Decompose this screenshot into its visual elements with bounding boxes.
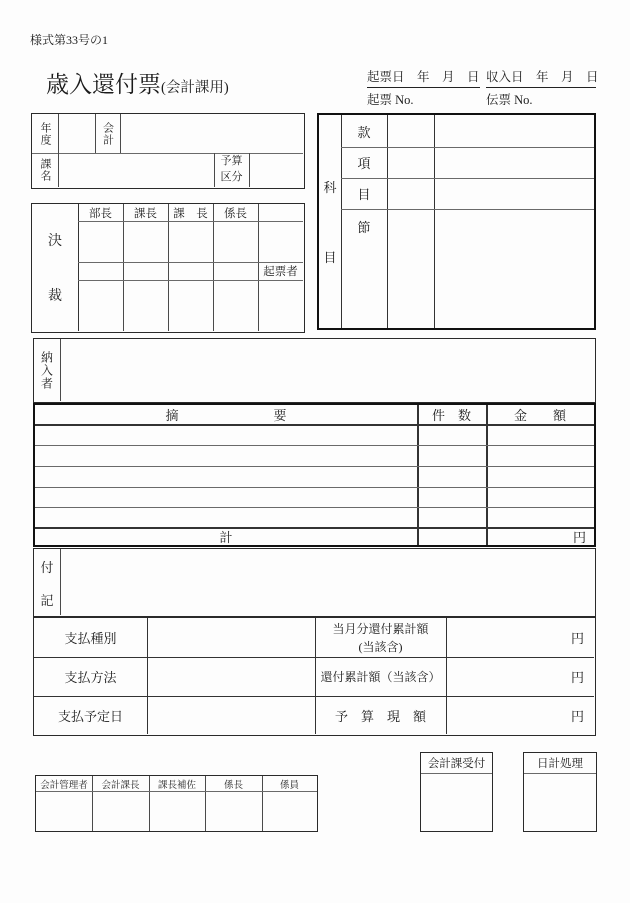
grid-line <box>35 466 594 467</box>
nikkei-shori-box <box>523 752 597 832</box>
kamoku-row-ko: 項 <box>357 156 371 171</box>
page-title-main: 歳入還付票 <box>46 72 161 97</box>
refund-total-label: 還付累計額（当該含） <box>320 670 441 684</box>
detail-total-unit: 円 <box>572 529 586 545</box>
payment-type-field <box>147 618 315 657</box>
nonyusha-field <box>60 339 594 401</box>
budget-category-label: 予算 区分 <box>220 155 243 183</box>
budget-category-field <box>249 153 303 187</box>
grid-line <box>78 221 303 222</box>
kamoku-row-kan: 款 <box>357 124 371 140</box>
kamoku-row-setsu: 節 <box>357 220 371 235</box>
grid-line <box>35 424 594 426</box>
section-name-label: 課名 <box>39 158 51 182</box>
nonyusha-box <box>33 338 596 403</box>
page-title <box>46 66 229 99</box>
kessai-table <box>31 203 305 333</box>
refund-total-unit: 円 <box>570 670 584 685</box>
fuki-box <box>33 548 596 617</box>
nikkei-shori-label: 日計処理 <box>537 758 583 770</box>
payment-table <box>33 617 596 736</box>
budget-balance-unit: 円 <box>570 708 584 724</box>
payment-method-field <box>147 657 315 696</box>
detail-header-tekiyo: 摘 要 <box>165 408 287 423</box>
signature-header-hosa: 課長補佐 <box>157 780 196 791</box>
signature-header-kacho: 会計課長 <box>101 780 140 791</box>
grid-line <box>35 487 594 488</box>
kessai-header-kacho2: 課 長 <box>173 207 208 220</box>
shunyu-date-line: 収入日 年 月 日 <box>486 67 596 88</box>
kihyo-date-line: 起票日 年 月 日 <box>367 67 480 88</box>
nonyusha-label: 納入者 <box>39 350 54 390</box>
grid-line <box>168 204 169 331</box>
grid-line <box>78 280 303 281</box>
kessai-header-bucho: 部長 <box>89 207 112 220</box>
grid-line <box>213 204 214 331</box>
payment-method-label: 支払方法 <box>64 670 117 685</box>
signature-header-kakaricho: 係長 <box>223 780 243 791</box>
budget-balance-label: 予 算 現 額 <box>334 708 426 724</box>
kessai-header-kihyosha: 起票者 <box>263 266 298 278</box>
kamoku-label: 科 目 <box>323 180 337 265</box>
grid-line <box>486 405 488 545</box>
page-title-sub: (会計課用) <box>161 80 229 96</box>
fiscal-year-field <box>58 114 95 153</box>
kamoku-box <box>317 113 596 330</box>
grid-line <box>417 405 419 545</box>
grid-line <box>35 507 594 508</box>
monthly-refund-total-label: 当月分還付累計額 (当該含) <box>332 621 429 654</box>
kaikeika-uketsuke-field <box>421 773 492 831</box>
kessai-header-kakaricho: 係長 <box>224 207 247 220</box>
fiscal-year-label: 年度 <box>39 121 51 146</box>
kaikeika-uketsuke-box <box>420 752 493 832</box>
grid-line <box>35 445 594 446</box>
grid-line <box>123 204 124 331</box>
kamoku-row-moku: 目 <box>357 187 371 202</box>
form-number: 様式第33号の1 <box>30 33 109 47</box>
detail-header-kingaku: 金 額 <box>513 408 566 423</box>
signature-header-kanrisha: 会計管理者 <box>40 780 88 791</box>
payment-date-label: 支払予定日 <box>57 708 123 724</box>
grid-line <box>36 791 317 792</box>
signature-table <box>35 775 318 832</box>
fuki-field <box>60 549 594 615</box>
detail-table <box>33 403 596 547</box>
account-label: 会計 <box>101 121 114 146</box>
kessai-header-kacho: 課長 <box>134 207 157 220</box>
grid-line <box>78 204 79 331</box>
kaikeika-uketsuke-label: 会計課受付 <box>427 758 486 770</box>
info-table <box>31 113 305 189</box>
kihyo-no-label: 起票 No. <box>367 93 414 107</box>
signature-header-kakariin: 係員 <box>279 780 299 791</box>
payment-date-field <box>147 696 315 734</box>
section-name-field <box>58 153 214 187</box>
kessai-label: 決 裁 <box>48 234 62 304</box>
denpyo-no-label: 伝票 No. <box>486 93 533 107</box>
account-field <box>120 114 303 153</box>
payment-type-label: 支払種別 <box>64 631 117 646</box>
nikkei-shori-field <box>524 773 596 831</box>
monthly-refund-total-unit: 円 <box>570 631 584 646</box>
detail-header-kensu: 件 数 <box>431 408 471 423</box>
fuki-label: 付 記 <box>40 560 54 608</box>
detail-total-label: 計 <box>219 529 233 545</box>
